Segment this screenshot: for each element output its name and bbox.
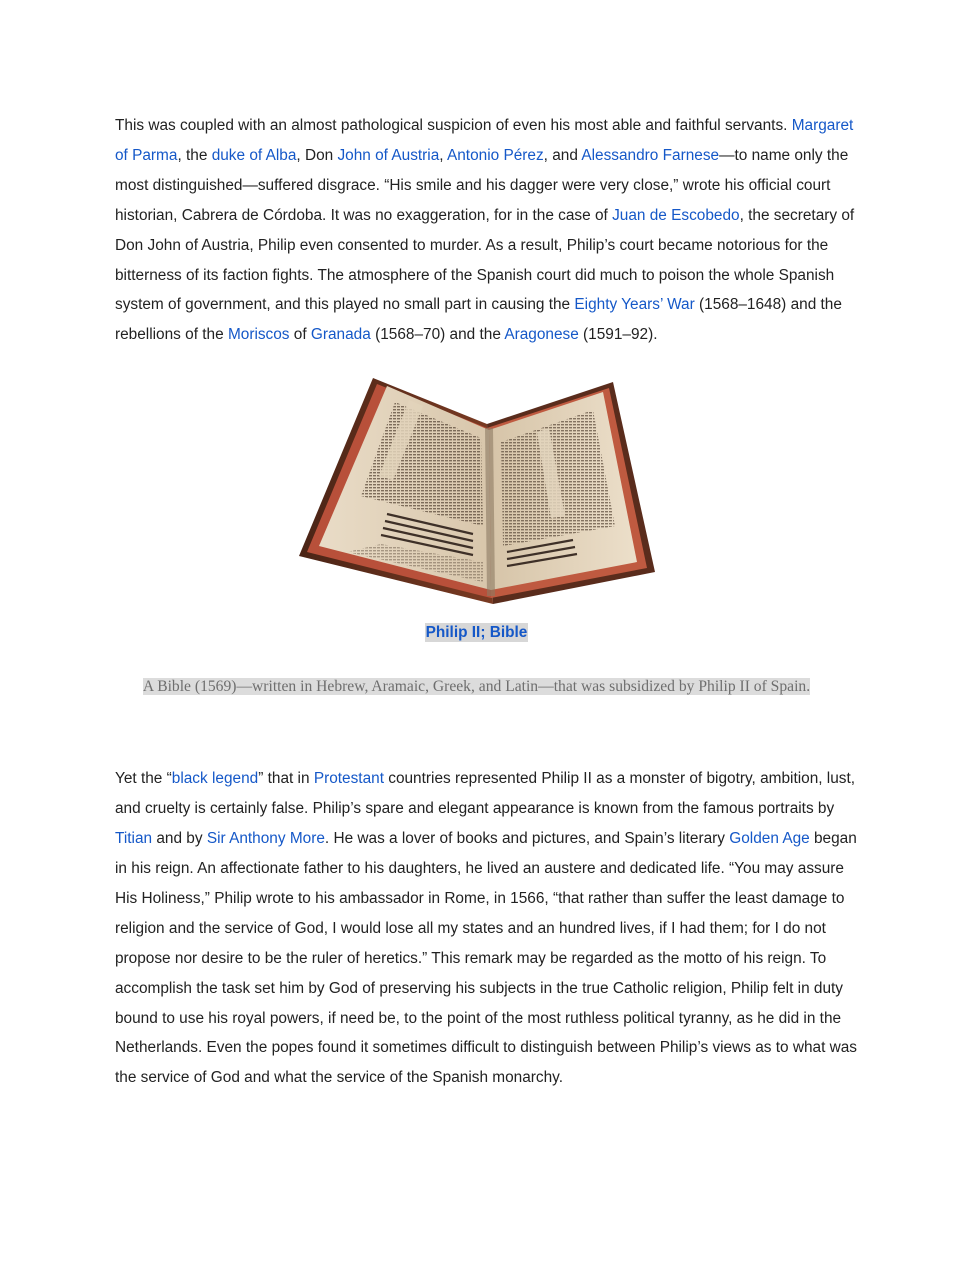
article-body	[115, 111, 865, 1093]
text-run: , the secretary of Don John of Austria, Philip even consented to murder. As a result, Philip’s court became notorious for the bitterness of its faction fights. The atmosphere of the Spanish court did much to poison the whole Spanish system of government, and this played no small part in causing the	[115, 206, 855, 314]
link-antonio-perez[interactable]: Antonio Pérez	[446, 146, 544, 164]
text-run: This was coupled with an almost pathological suspicion of even his most able and faithful servants.	[115, 117, 792, 134]
link-aragonese[interactable]: Aragonese	[504, 326, 579, 344]
link-moriscos[interactable]: Moriscos	[227, 326, 290, 344]
figure-bible	[115, 350, 865, 764]
paragraph-court-suspicion	[115, 111, 865, 350]
link-sir-anthony-more[interactable]: Sir Anthony More	[206, 830, 325, 848]
link-golden-age[interactable]: Golden Age	[729, 830, 810, 848]
link-duke-of-alba[interactable]: duke of Alba	[211, 146, 297, 164]
text-run: and by	[152, 830, 207, 848]
bible-image[interactable]	[297, 376, 659, 608]
text-run: ” that in	[258, 770, 314, 788]
paragraph-black-legend	[115, 764, 865, 1093]
text-run: began in his reign. An affectionate father to his daughters, he lived an austere and dedicated life. “You may assure His Holiness,” Philip wrote to his ambassador in Rome, in 1566, “that rather than suffer the least damage to religion and the service of God, I would lose all my states and an hundred lives, if I had them; for I do not propose nor desire to be the ruler of heretics.” This remark may be regarded as the motto of his reign. To accomplish the task set him by God of preserving his subjects in the true Catholic religion, Philip felt in duty bound to use his royal powers, if need be, to the point of the most ruthless political tyranny, as he did in the Netherlands. Even the popes found it sometimes difficult to distinguish between Philip’s views as to what was the service of God and what the service of the Spanish monarchy.	[115, 830, 858, 1087]
text-run: Yet the “	[115, 770, 172, 788]
link-granada[interactable]: Granada	[310, 326, 371, 344]
link-margaret-of-parma[interactable]: Margaret of Parma	[115, 117, 854, 164]
text-run: (1591–92).	[578, 326, 658, 344]
text-run: —to name only the most distinguished—suffered disgrace. “His smile and his dagger were very close,” wrote his official court historian, Cabrera de Córdoba. It was no exaggeration, for in the case of	[115, 146, 849, 224]
link-eighty-years-war[interactable]: Eighty Years’ War	[574, 296, 695, 314]
text-run: countries represented Philip II as a monster of bigotry, ambition, lust, and cruelty is certainly false. Philip’s spare and elegant appearance is known from the famous portraits by	[115, 770, 856, 818]
link-alessandro-farnese[interactable]: Alessandro Farnese	[581, 146, 720, 164]
figure-caption	[125, 673, 828, 700]
link-black-legend[interactable]: black legend	[171, 770, 259, 788]
link-john-of-austria[interactable]: John of Austria	[337, 146, 440, 164]
text-run: (1568–70) and the	[370, 326, 505, 344]
text-run: of	[289, 326, 311, 344]
text-run: , and	[543, 146, 582, 164]
link-juan-de-escobedo[interactable]: Juan de Escobedo	[612, 206, 740, 224]
text-run: (1568–1648) and the rebellions of the	[115, 296, 842, 344]
link-titian[interactable]: Titian	[115, 830, 153, 848]
text-run: . He was a lover of books and pictures, and Spain’s literary	[324, 830, 730, 848]
link-protestant[interactable]: Protestant	[313, 770, 384, 788]
text-run: ,	[439, 146, 447, 164]
text-run: , the	[177, 146, 212, 164]
figure-caption-text: A Bible (1569)—written in Hebrew, Aramaic, Greek, and Latin—that was subsidized by Philip II of Spain.	[142, 678, 811, 696]
text-run: , Don	[296, 146, 338, 164]
figure-title	[115, 624, 838, 642]
figure-title-link[interactable]: Philip II; Bible	[425, 624, 528, 642]
